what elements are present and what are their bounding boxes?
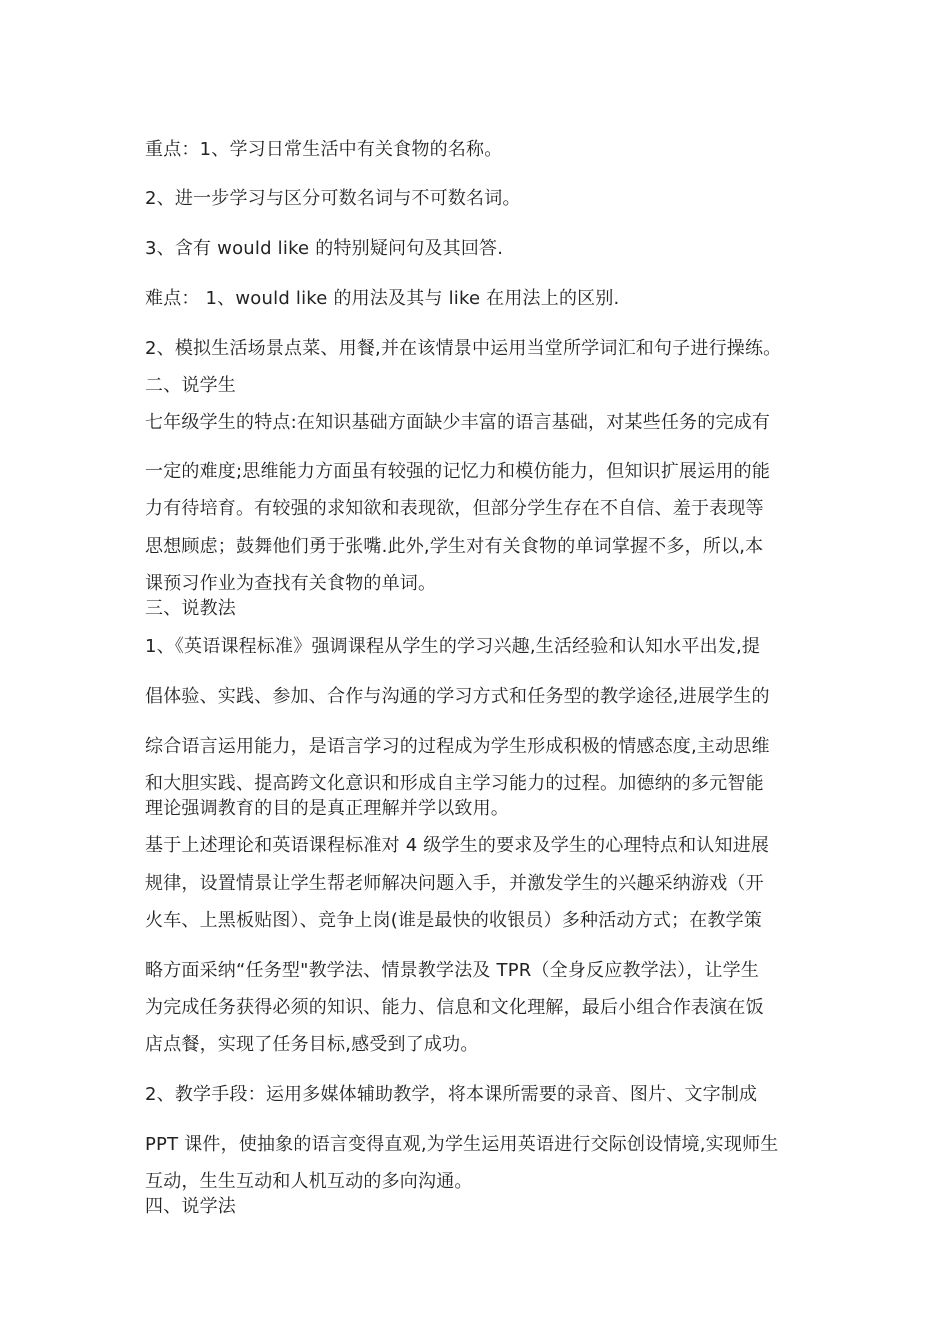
difficulty-1: 难点： 1、would like 的用法及其与 like 在用法上的区别. [145, 288, 620, 309]
section-heading-learning: 四、说学法 [145, 1196, 236, 1217]
methods-line: 基于上述理论和英语课程标准对 4 级学生的要求及学生的心理特点和认知进展 [145, 835, 770, 856]
key-point-2: 2、进一步学习与区分可数名词与不可数名词。 [145, 188, 521, 209]
methods-line: PPT 课件，使抽象的语言变得直观,为学生运用英语进行交际创设情境,实现师生 [145, 1134, 779, 1155]
students-line: 七年级学生的特点:在知识基础方面缺少丰富的语言基础，对某些任务的完成有 [145, 412, 771, 433]
students-line: 思想顾虑；鼓舞他们勇于张嘴.此外,学生对有关食物的单词掌握不多，所以,本 [145, 536, 764, 557]
methods-line: 店点餐，实现了任务目标,感受到了成功。 [145, 1034, 479, 1055]
difficulty-2: 2、模拟生活场景点菜、用餐,并在该情景中运用当堂所学词汇和句子进行操练。 [145, 338, 782, 359]
methods-line: 综合语言运用能力，是语言学习的过程成为学生形成积极的情感态度,主动思维 [145, 736, 770, 757]
methods-line: 规律，设置情景让学生帮老师解决问题入手，并激发学生的兴趣采纳游戏（开 [145, 873, 764, 894]
methods-line: 理论强调教育的目的是真正理解并学以致用。 [145, 798, 509, 819]
students-line: 力有待培育。有较强的求知欲和表现欲，但部分学生存在不自信、羞于表现等 [145, 498, 764, 519]
methods-line: 2、教学手段：运用多媒体辅助教学，将本课所需要的录音、图片、文字制成 [145, 1084, 758, 1105]
students-line: 课预习作业为查找有关食物的单词。 [145, 573, 437, 594]
section-heading-students: 二、说学生 [145, 375, 236, 396]
methods-line: 和大胆实践、提高跨文化意识和形成自主学习能力的过程。加德纳的多元智能 [145, 773, 764, 794]
methods-line: 互动，生生互动和人机互动的多向沟通。 [145, 1171, 473, 1192]
methods-line: 略方面采纳“任务型"教学法、情景教学法及 TPR（全身反应教学法），让学生 [145, 960, 760, 981]
students-line: 一定的难度;思维能力方面虽有较强的记忆力和模仿能力，但知识扩展运用的能 [145, 461, 771, 482]
key-point-1: 重点：1、学习日常生活中有关食物的名称。 [145, 139, 503, 160]
methods-line: 火车、上黑板贴图）、竞争上岗(谁是最快的收银员）多种活动方式；在教学策 [145, 910, 763, 931]
methods-line: 倡体验、实践、参加、合作与沟通的学习方式和任务型的教学途径,进展学生的 [145, 686, 770, 707]
section-heading-methods: 三、说教法 [145, 598, 236, 619]
methods-line: 为完成任务获得必须的知识、能力、信息和文化理解，最后小组合作表演在饭 [145, 997, 764, 1018]
key-point-3: 3、含有 would like 的特别疑问句及其回答. [145, 238, 504, 259]
methods-line: 1、《英语课程标准》强调课程从学生的学习兴趣,生活经验和认知水平出发,提 [145, 636, 761, 657]
